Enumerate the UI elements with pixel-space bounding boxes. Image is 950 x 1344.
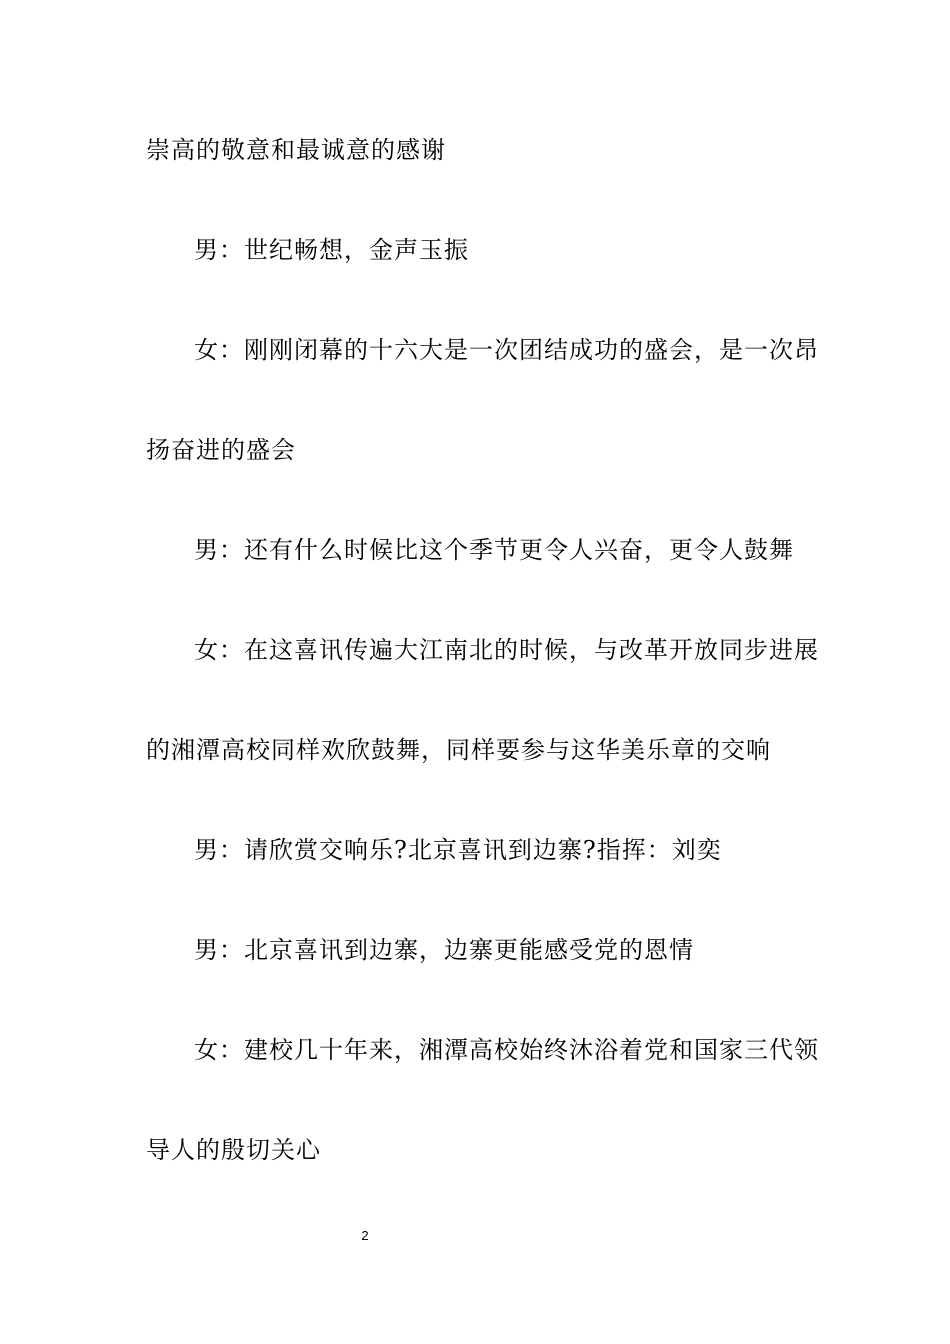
- text-line-2: 男：世纪畅想，金声玉振: [194, 236, 469, 264]
- text-line-1: 崇高的敬意和最诚意的感谢: [146, 136, 446, 164]
- text-line-9: 男：北京喜讯到边寨，边寨更能感受党的恩情: [194, 936, 694, 964]
- text-line-5: 男：还有什么时候比这个季节更令人兴奋，更令人鼓舞: [194, 536, 794, 564]
- text-line-8: 男：请欣赏交响乐?北京喜讯到边寨?指挥：刘奕: [194, 836, 722, 864]
- text-line-6: 女：在这喜讯传遍大江南北的时候，与改革开放同步进展: [194, 636, 819, 664]
- text-line-7: 的湘潭高校同样欢欣鼓舞，同样要参与这华美乐章的交响: [146, 736, 771, 764]
- text-line-3: 女：刚刚闭幕的十六大是一次团结成功的盛会，是一次昂: [194, 336, 819, 364]
- text-line-11: 导人的殷切关心: [146, 1136, 321, 1164]
- text-line-4: 扬奋进的盛会: [146, 436, 296, 464]
- text-line-10: 女：建校几十年来，湘潭高校始终沐浴着党和国家三代领: [194, 1036, 819, 1064]
- page-number: 2: [361, 1228, 369, 1243]
